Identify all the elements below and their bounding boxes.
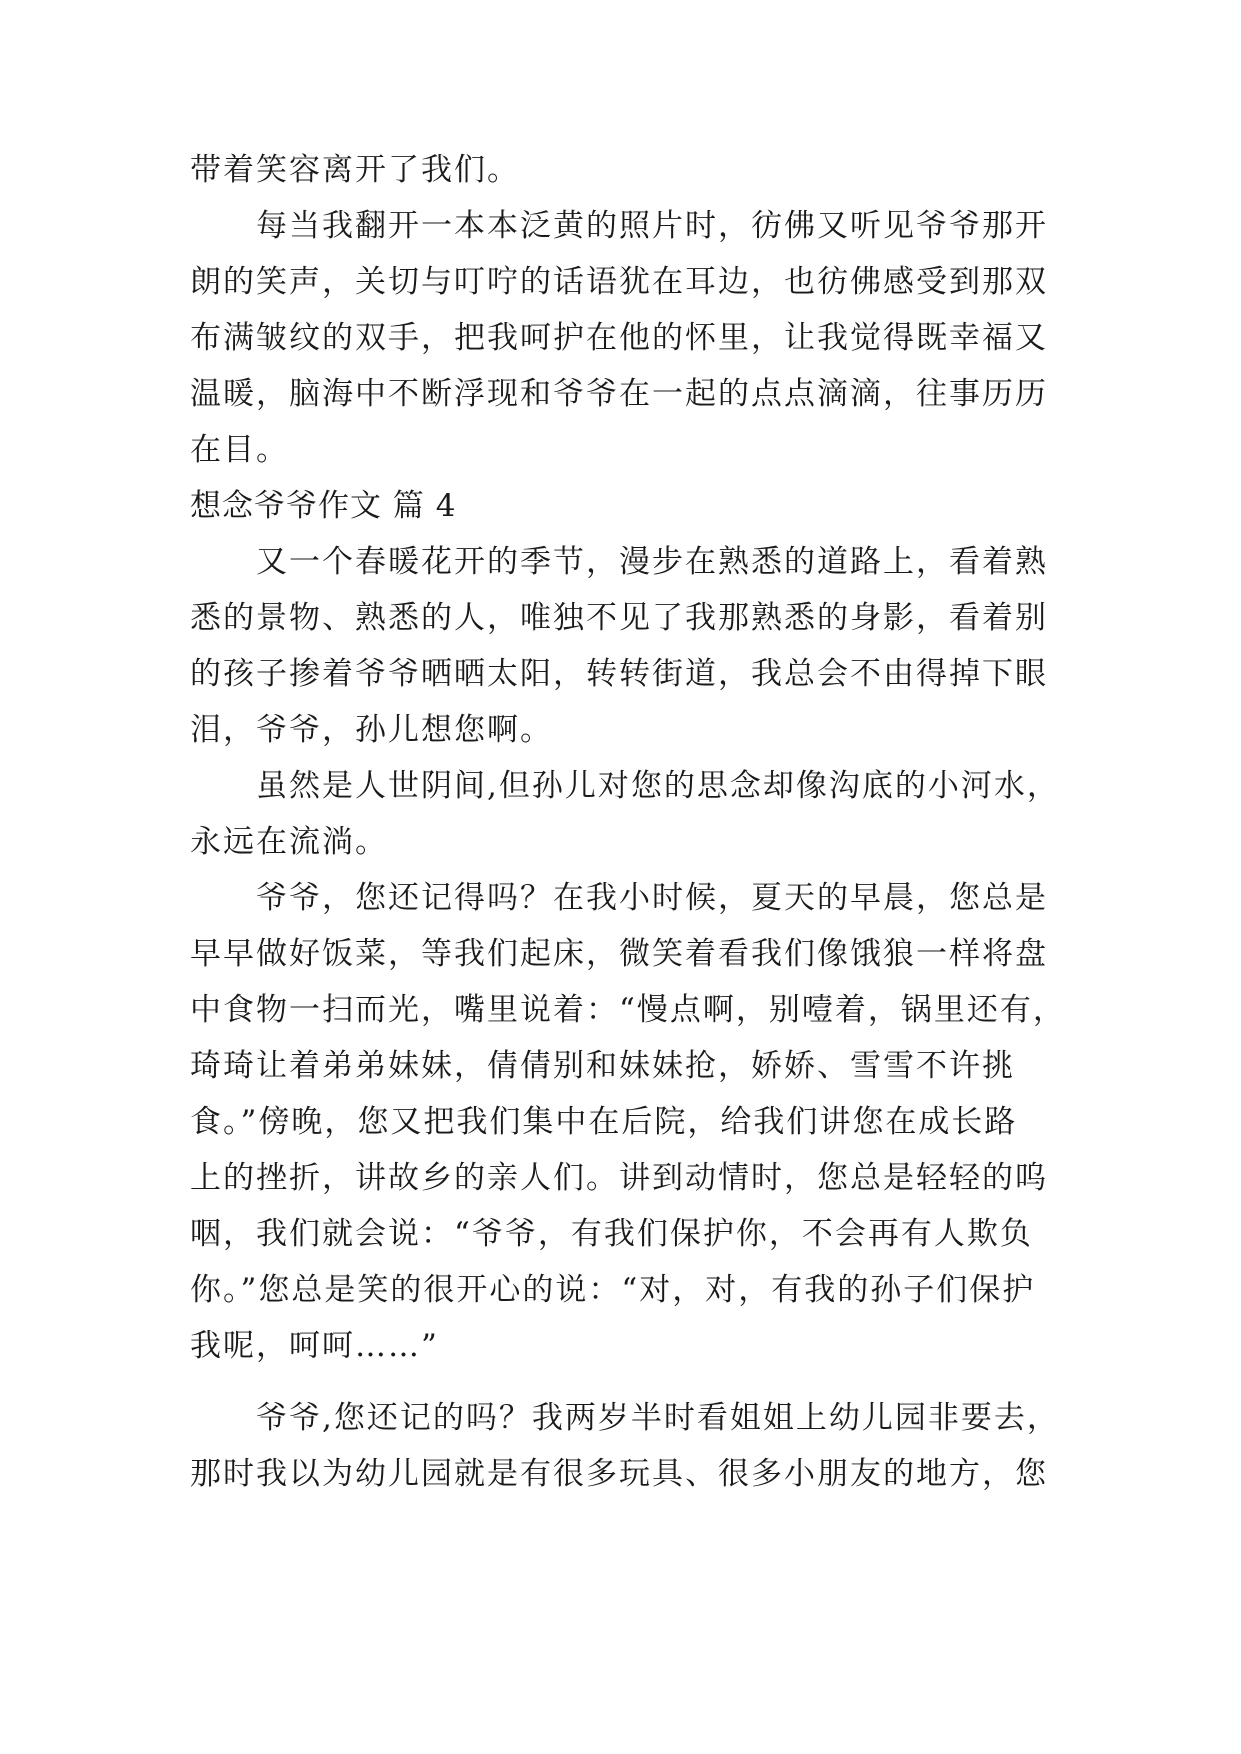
text-line: 我呢，呵呵……”: [190, 1328, 439, 1364]
section-heading: 想念爷爷作文 篇 4: [190, 488, 457, 524]
text-line: 在目。: [190, 432, 289, 468]
text-line: 咽，我们就会说：“爷爷，有我们保护你，不会再有人欺负: [190, 1216, 1033, 1252]
paragraph-first-line: 虽然是人世阴间,但孙儿对您的思念却像沟底的小河水，: [256, 768, 1060, 804]
paragraph-first-line: 每当我翻开一本本泛黄的照片时，彷佛又听见爷爷那开: [256, 208, 1048, 244]
text-line: 悉的景物、熟悉的人，唯独不见了我那熟悉的身影，看着别: [190, 600, 1048, 636]
text-line: 永远在流淌。: [190, 824, 388, 860]
paragraph-first-line: 又一个春暖花开的季节，漫步在熟悉的道路上，看着熟: [256, 544, 1048, 580]
paragraph-first-line: 爷爷,您还记的吗？我两岁半时看姐姐上幼儿园非要去，: [256, 1400, 1060, 1436]
text-line: 琦琦让着弟弟妹妹，倩倩别和妹妹抢，娇娇、雪雪不许挑: [190, 1048, 1015, 1084]
text-line: 朗的笑声，关切与叮咛的话语犹在耳边，也彷佛感受到那双: [190, 264, 1048, 300]
text-line: 布满皱纹的双手，把我呵护在他的怀里，让我觉得既幸福又: [190, 320, 1048, 356]
text-line: 泪，爷爷，孙儿想您啊。: [190, 712, 553, 748]
text-line: 早早做好饭菜，等我们起床，微笑着看我们像饿狼一样将盘: [190, 936, 1048, 972]
paragraph-first-line: 爷爷，您还记得吗？在我小时候，夏天的早晨，您总是: [256, 880, 1048, 916]
text-line: 带着笑容离开了我们。: [190, 152, 520, 188]
text-line: 的孩子掺着爷爷晒晒太阳，转转街道，我总会不由得掉下眼: [190, 656, 1048, 692]
text-line: 你。”您总是笑的很开心的说：“对，对，有我的孙子们保护: [190, 1272, 1036, 1308]
text-line: 中食物一扫而光，嘴里说着：“慢点啊，别噎着，锅里还有，: [190, 992, 1066, 1028]
text-line: 食。”傍晚，您又把我们集中在后院，给我们讲您在成长路: [190, 1104, 1018, 1140]
text-line: 温暖，脑海中不断浮现和爷爷在一起的点点滴滴，往事历历: [190, 376, 1048, 412]
text-line: 上的挫折，讲故乡的亲人们。讲到动情时，您总是轻轻的呜: [190, 1160, 1048, 1196]
text-line: 那时我以为幼儿园就是有很多玩具、很多小朋友的地方，您: [190, 1456, 1048, 1492]
